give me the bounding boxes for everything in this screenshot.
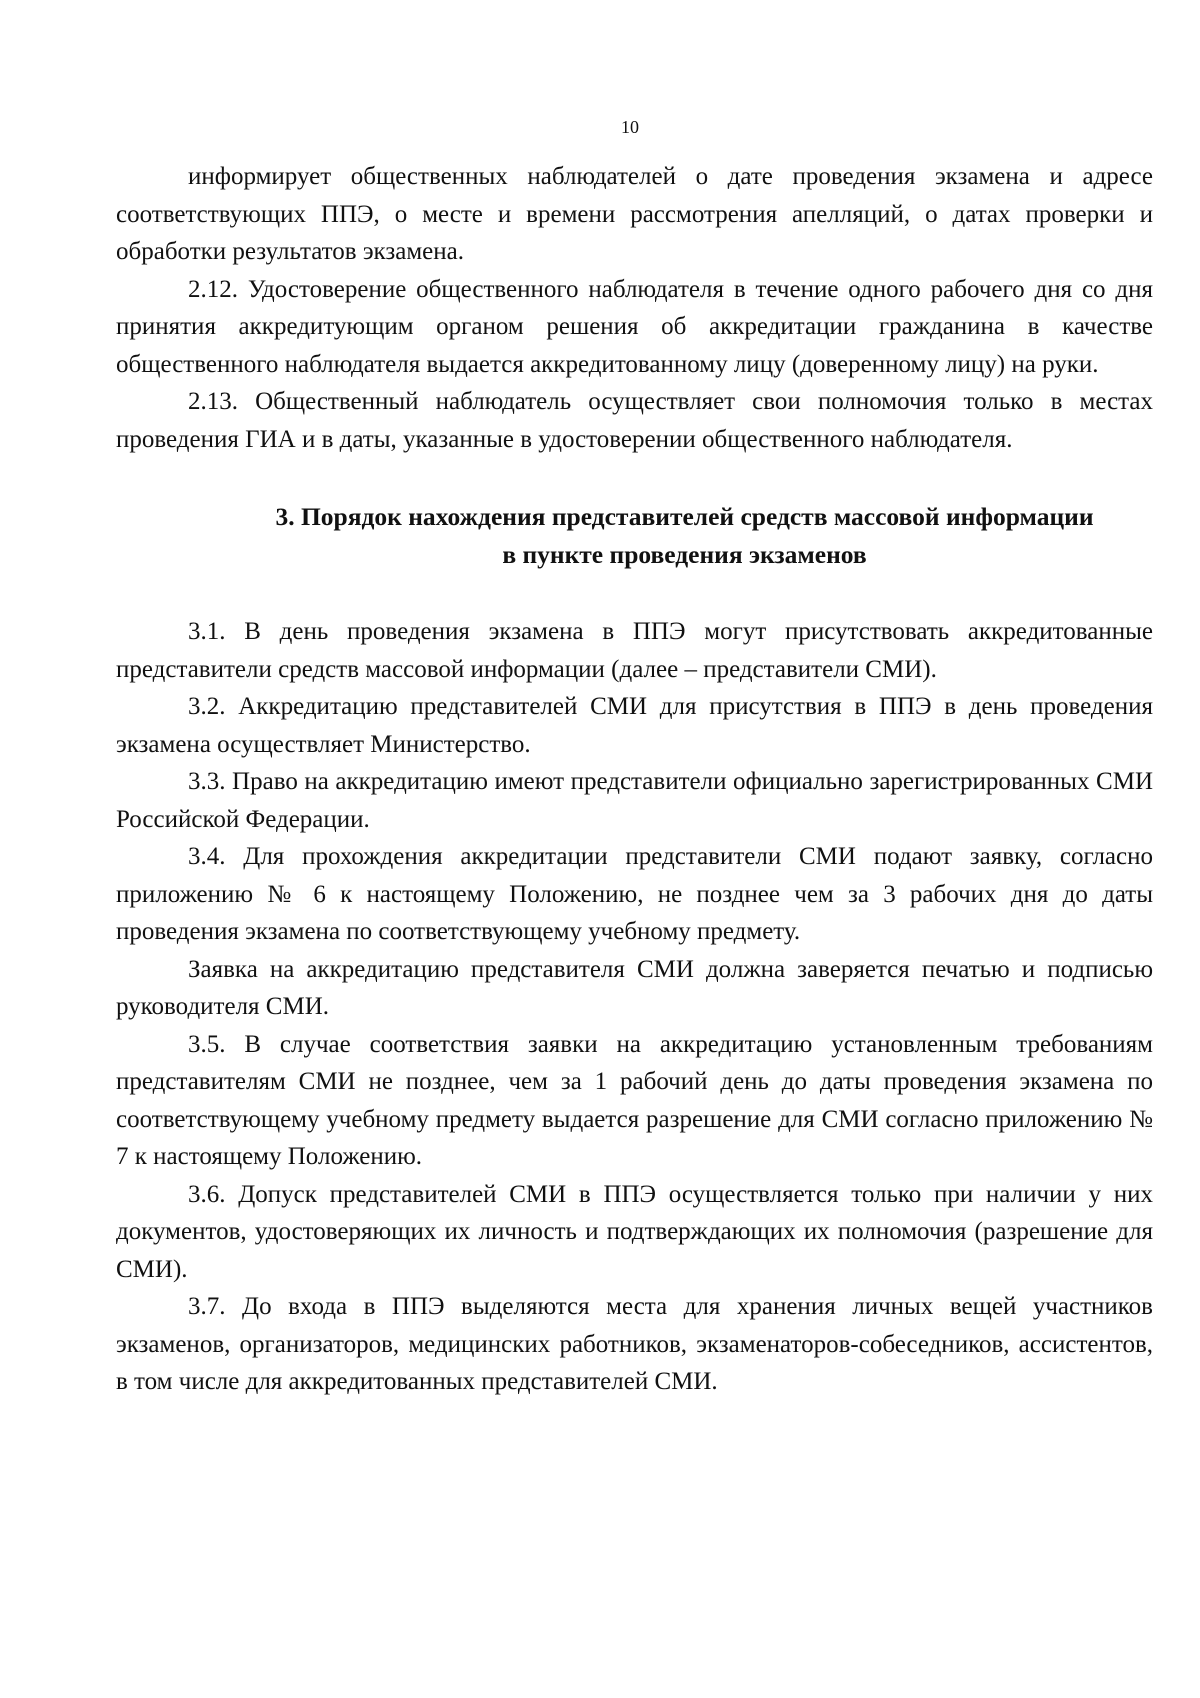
paragraph-3-2: 3.2. Аккредитацию представителей СМИ для присутствия в ППЭ в день проведения экзамена осуществляет Министерство. — [116, 693, 1153, 758]
paragraph-2-13: 2.13. Общественный наблюдатель осуществляет свои полномочия только в местах проведения ГИА и в даты, указанные в удостоверении общественного наблюдателя. — [116, 388, 1153, 453]
paragraph-3-5: 3.5. В случае соответствия заявки на аккредитацию установленным требованиям представителям СМИ не позднее, чем за 1 рабочий день до даты проведения экзамена по соответствующему учебному предмету выдается разрешение для СМИ согласно приложению № 7 к настоящему Положению. — [116, 1030, 1153, 1170]
paragraph-3-6: 3.6. Допуск представителей СМИ в ППЭ осуществляется только при наличии у них документов, удостоверяющих их личность и подтверждающих их полномочия (разрешение для СМИ). — [116, 1180, 1153, 1283]
paragraph-3-4: 3.4. Для прохождения аккредитации представители СМИ подают заявку, согласно приложению № 6 к настоящему Положению, не позднее чем за 3 рабочих дня до даты проведения экзамена по соответствующему учебному предмету. — [116, 843, 1153, 945]
section-heading-line-2: в пункте проведения экзаменов — [502, 539, 867, 569]
section-heading-line-1: 3. Порядок нахождения представителей средств массовой информации — [275, 502, 1094, 531]
paragraph-3-3: 3.3. Право на аккредитацию имеют представители официально зарегистрированных СМИ Российской Федерации. — [116, 768, 1153, 833]
paragraph-2-12: 2.12. Удостоверение общественного наблюдателя в течение одного рабочего дня со дня принятия аккредитующим органом решения об аккредитации гражданина в качестве общественного наблюдателя выдается аккредитованному лицу (доверенному лицу) на руки. — [116, 275, 1153, 378]
page-number: 10 — [621, 117, 639, 137]
section-heading — [216, 498, 1153, 573]
paragraph-continuation: информирует общественных наблюдателей о дате проведения экзамена и адресе соответствующих ППЭ, о месте и времени рассмотрения апелляций, о датах проверки и обработки результатов экзамена. — [116, 163, 1153, 265]
document-body — [116, 158, 1153, 1401]
paragraph-3-1: 3.1. В день проведения экзамена в ППЭ могут присутствовать аккредитованные представители средств массовой информации (далее – представители СМИ). — [116, 618, 1153, 683]
paragraph-application-certification: Заявка на аккредитацию представителя СМИ должна заверяется печатью и подписью руководителя СМИ. — [116, 955, 1153, 1020]
paragraph-3-7: 3.7. До входа в ППЭ выделяются места для хранения личных вещей участников экзаменов, организаторов, медицинских работников, экзаменаторов-собеседников, ассистентов, в том числе для аккредитованных представителей СМИ. — [116, 1293, 1153, 1395]
